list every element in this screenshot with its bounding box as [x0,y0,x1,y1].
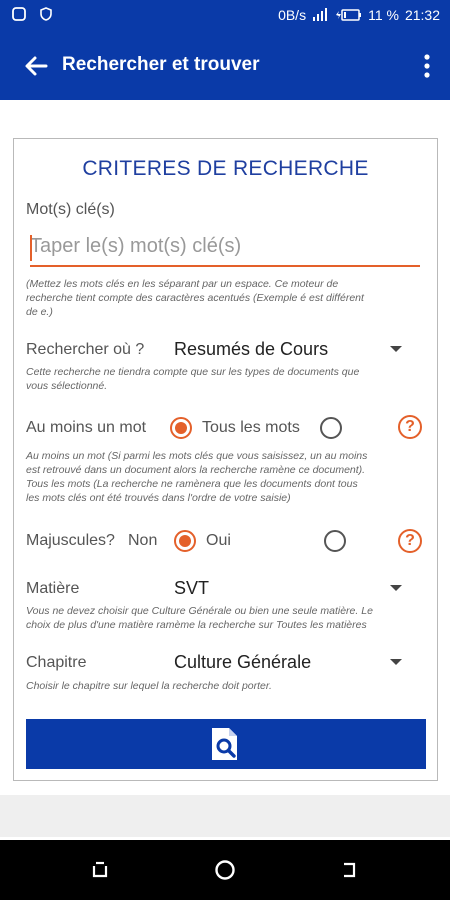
subject-help-1: Vous ne devez choisir que Culture Générale ou bien une seule matière. Le [26,605,373,617]
app-bar [0,32,450,100]
battery-icon [334,8,362,22]
chapter-label: Chapitre [26,654,87,671]
case-help-icon[interactable]: ? [398,529,422,553]
status-bar [0,0,450,32]
case-option-no-label: Non [128,532,158,549]
mode-help-2: est retrouvé dans un document alors la recherche ramène ce document). [26,464,366,476]
mode-help-3: Tous les mots (La recherche ne ramènera que les documents dont tous [26,478,358,490]
chapter-help-1: Choisir le chapitre sur lequel la recherche doit porter. [26,680,272,692]
chapter-dropdown-arrow-icon[interactable] [390,659,402,665]
signal-icon [312,8,328,22]
network-speed: 0B/s [278,7,307,23]
mode-option-all-label: Tous les mots [202,419,300,436]
document-search-icon [209,726,243,762]
bottom-spacer [0,795,450,837]
back-nav-icon[interactable] [340,860,360,880]
shield-icon [40,7,52,21]
where-help-1: Cette recherche ne tiendra compte que sur les types de documents que [26,366,360,378]
subject-dropdown-arrow-icon[interactable] [390,585,402,591]
where-dropdown[interactable]: Resumés de Cours [174,339,329,359]
keywords-label: Mot(s) clé(s) [26,201,115,218]
search-criteria-card [13,138,438,781]
subject-help-2: choix de plus d'une matière ramème la recherche sur Toutes les matières [26,619,367,631]
mode-help-4: les mots clés ont été trouvés dans l'ordre de votre saisie) [26,492,291,504]
clock: 21:32 [404,7,440,23]
search-button[interactable] [26,719,426,769]
recent-apps-icon[interactable] [90,860,110,880]
where-help-2: vous sélectionné. [26,380,108,392]
notification-icon [12,7,26,21]
case-label: Majuscules? [26,532,115,549]
mode-radio-any[interactable] [170,417,192,439]
where-dropdown-arrow-icon[interactable] [390,346,402,352]
where-label: Rechercher où ? [26,341,145,358]
keywords-help-1: (Mettez les mots clés en les séparant par un espace. Ce moteur de [26,278,339,290]
keywords-input[interactable] [30,227,420,267]
mode-radio-all[interactable] [320,417,342,439]
keywords-help-2: recherche tient compte des caractères acentués (Exemple é est différent [26,292,364,304]
home-icon[interactable] [214,859,236,881]
case-option-yes-label: Oui [206,532,231,549]
mode-help-icon[interactable]: ? [398,415,422,439]
system-nav-bar [0,840,450,900]
subject-label: Matière [26,580,80,597]
text-cursor [30,235,32,261]
card-title: CRITERES DE RECHERCHE [82,157,369,180]
battery-percent: 11 % [368,7,399,23]
subject-dropdown[interactable]: SVT [174,578,210,598]
mode-help-1: Au moins un mot (Si parmi les mots clés que vous saisissez, un au moins [26,450,368,462]
back-arrow-icon[interactable] [22,52,50,80]
keywords-help-3: de e.) [26,306,53,318]
page-title: Rechercher et trouver [62,54,260,75]
chapter-dropdown[interactable]: Culture Générale [174,652,312,672]
mode-option-any-label: Au moins un mot [26,419,147,436]
case-radio-no[interactable] [174,530,196,552]
overflow-menu-icon[interactable] [422,52,432,80]
case-radio-yes[interactable] [324,530,346,552]
